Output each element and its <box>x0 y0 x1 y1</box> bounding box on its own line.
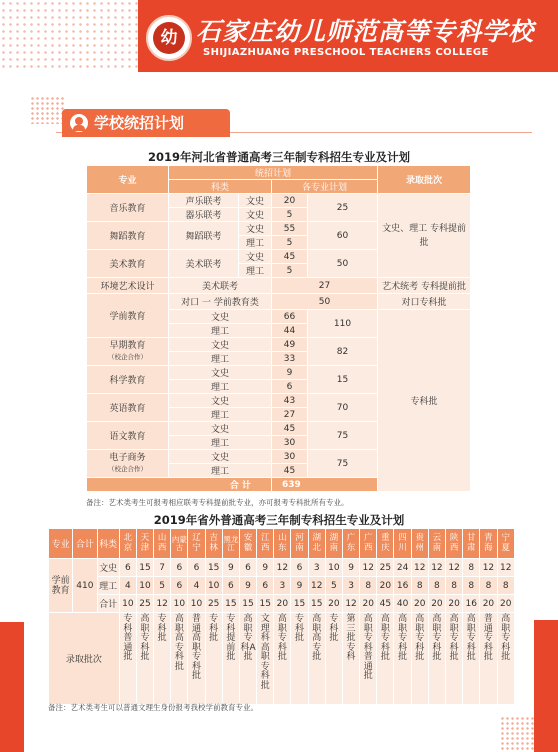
decor-bar-left <box>0 622 24 752</box>
plan-count: 10 <box>325 559 342 577</box>
province-header: 甘肃 <box>463 529 480 559</box>
track-label: 理工 <box>169 324 272 338</box>
plan-count: 6 <box>171 577 188 595</box>
plan-count: 6 <box>239 559 256 577</box>
province-header: 湖北 <box>308 529 325 559</box>
plan-count: 20 <box>360 595 377 613</box>
exam-name: 舞蹈联考 <box>169 222 239 250</box>
plan-count: 15 <box>239 595 256 613</box>
track-label: 文史 <box>169 338 272 352</box>
batch-text: 高职专科批 <box>411 613 428 705</box>
batch-text: 高职专科A批 <box>239 613 256 705</box>
total-value: 639 <box>272 478 378 492</box>
plan-count: 12 <box>154 595 171 613</box>
person-icon <box>70 114 88 132</box>
province-header: 湖南 <box>325 529 342 559</box>
college-name-en: SHIJIAZHUANG PRESCHOOL TEACHERS COLLEGE <box>203 47 489 58</box>
plan-count: 44 <box>272 324 308 338</box>
province-header: 吉林 <box>205 529 222 559</box>
major-total: 110 <box>308 310 378 338</box>
plan-count: 24 <box>394 559 411 577</box>
major-preschool: 学前教育 <box>49 559 73 613</box>
province-header: 辽宁 <box>188 529 205 559</box>
plan-count: 10 <box>205 577 222 595</box>
province-header: 河南 <box>291 529 308 559</box>
exam-name: 声乐联考 <box>169 194 239 208</box>
major-ecommerce <box>87 450 169 478</box>
track-label: 文史 <box>169 422 272 436</box>
header-category: 科类 <box>97 529 119 559</box>
track-label: 理工 <box>169 352 272 366</box>
major-note: （校企合作） <box>108 352 147 361</box>
major-chinese: 语文教育 <box>87 422 169 450</box>
major-total: 75 <box>308 422 378 450</box>
major-english: 英语教育 <box>87 394 169 422</box>
plan-count: 9 <box>272 366 308 380</box>
track-label: 理工 <box>169 380 272 394</box>
plan-count: 12 <box>480 559 497 577</box>
plan-count: 10 <box>136 577 153 595</box>
batch-text: 高职专科批 <box>377 613 394 705</box>
major-total: 50 <box>272 294 378 310</box>
batch-text: 高职高专批 <box>308 613 325 705</box>
table2-title: 2019年省外普通高考三年制专科招生专业及计划 <box>153 513 405 527</box>
plan-count: 8 <box>360 577 377 595</box>
plan-count: 6 <box>119 559 136 577</box>
plan-count: 8 <box>411 577 428 595</box>
major-name: 早期教育 <box>109 340 146 351</box>
plan-count: 12 <box>497 559 514 577</box>
plan-count: 9 <box>291 577 308 595</box>
plan-count: 15 <box>291 595 308 613</box>
plan-count: 8 <box>463 559 480 577</box>
duikou-label: 对口 一 学前教育类 <box>169 294 272 310</box>
plan-count: 20 <box>446 595 463 613</box>
header-total: 合计 <box>73 529 97 559</box>
track-label: 文史 <box>239 208 272 222</box>
province-header: 安徽 <box>239 529 256 559</box>
plan-count: 12 <box>274 559 291 577</box>
plan-count: 15 <box>205 559 222 577</box>
plan-count: 6 <box>171 559 188 577</box>
plan-count: 49 <box>272 338 308 352</box>
section-title: 学校统招计划 <box>94 114 185 132</box>
plan-count: 8 <box>428 577 445 595</box>
plan-count: 9 <box>239 577 256 595</box>
major-total: 75 <box>308 450 378 478</box>
plan-count: 12 <box>411 559 428 577</box>
batch-text: 文理科高职专科批 <box>257 613 274 705</box>
batch-text: 专科提前批 <box>222 613 239 705</box>
batch-duikou: 对口专科批 <box>378 294 471 310</box>
plan-count: 3 <box>308 559 325 577</box>
track-label: 文史 <box>169 394 272 408</box>
batch-text: 高职专科批 <box>428 613 445 705</box>
plan-count: 25 <box>205 595 222 613</box>
plan-count: 20 <box>497 595 514 613</box>
exam-name: 美术联考 <box>169 250 239 278</box>
track-label: 理工 <box>169 408 272 422</box>
province-header: 云南 <box>428 529 445 559</box>
plan-count: 20 <box>428 595 445 613</box>
section-dot-pattern <box>30 96 64 124</box>
table2-body <box>49 529 515 705</box>
plan-count: 5 <box>325 577 342 595</box>
plan-count: 20 <box>272 194 308 208</box>
batch-text: 专科普通批 <box>119 613 136 705</box>
plan-count: 12 <box>308 577 325 595</box>
batch-text: 专科批 <box>154 613 171 705</box>
plan-count: 12 <box>428 559 445 577</box>
track-label: 理工 <box>239 264 272 278</box>
plan-count: 12 <box>446 559 463 577</box>
province-header: 黑龙江 <box>222 529 239 559</box>
province-header: 青海 <box>480 529 497 559</box>
header-category: 科类 <box>169 180 272 194</box>
major-total: 60 <box>308 222 378 250</box>
plan-count: 15 <box>136 559 153 577</box>
exam-name: 美术联考 <box>169 278 272 294</box>
batch-label: 录取批次 <box>49 613 120 705</box>
batch-text: 高职专科批 <box>394 613 411 705</box>
track-label: 文史 <box>239 194 272 208</box>
decor-bar-right <box>534 620 558 752</box>
batch-text: 高职专科批 <box>446 613 463 705</box>
header-plan: 统招计划 <box>169 166 378 180</box>
plan-count: 3 <box>274 577 291 595</box>
major-total: 70 <box>308 394 378 422</box>
major-total: 15 <box>308 366 378 394</box>
batch-art-unified: 艺术统考 专科提前批 <box>378 278 471 294</box>
plan-count: 16 <box>463 595 480 613</box>
plan-count: 20 <box>274 595 291 613</box>
track-label: 文史 <box>239 250 272 264</box>
plan-count: 6 <box>257 577 274 595</box>
plan-count: 66 <box>272 310 308 324</box>
batch-text: 专科批 <box>325 613 342 705</box>
batch-text: 高职专科批 <box>463 613 480 705</box>
plan-count: 9 <box>342 559 359 577</box>
province-header: 天津 <box>136 529 153 559</box>
header-per-major: 各专业计划 <box>272 180 378 194</box>
plan-count: 12 <box>342 595 359 613</box>
header-batch: 录取批次 <box>378 166 471 194</box>
plan-count: 45 <box>272 464 308 478</box>
track-label: 理工 <box>169 436 272 450</box>
major-preschool: 学前教育 <box>87 294 169 338</box>
major-dance: 舞蹈教育 <box>87 222 169 250</box>
plan-count: 12 <box>360 559 377 577</box>
header-major: 专业 <box>87 166 169 194</box>
total-count: 410 <box>73 559 97 613</box>
province-header: 山东 <box>274 529 291 559</box>
batch-text: 高职专科普通批 <box>360 613 377 705</box>
plan-count: 33 <box>272 352 308 366</box>
batch-text: 高职专科批 <box>497 613 514 705</box>
major-env-design: 环境艺术设计 <box>87 278 169 294</box>
track-label: 文史 <box>169 310 272 324</box>
hebei-plan-table <box>86 165 471 492</box>
plan-count: 15 <box>308 595 325 613</box>
decor-dots-right <box>500 716 536 752</box>
plan-count: 15 <box>257 595 274 613</box>
plan-count: 6 <box>291 559 308 577</box>
track-label: 理工 <box>169 464 272 478</box>
plan-count: 8 <box>446 577 463 595</box>
track-label: 文史 <box>239 222 272 236</box>
batch-regular: 专科批 <box>378 310 471 492</box>
plan-count: 20 <box>480 595 497 613</box>
out-of-province-plan-table <box>48 528 515 705</box>
plan-count: 43 <box>272 394 308 408</box>
major-science: 科学教育 <box>87 366 169 394</box>
province-header: 宁夏 <box>497 529 514 559</box>
plan-count: 25 <box>136 595 153 613</box>
track-label: 理工 <box>239 236 272 250</box>
track-label: 文史 <box>169 366 272 380</box>
province-header: 陕西 <box>446 529 463 559</box>
plan-count: 8 <box>480 577 497 595</box>
plan-count: 5 <box>154 577 171 595</box>
plan-count: 27 <box>272 408 308 422</box>
major-total: 27 <box>272 278 378 294</box>
batch-text: 普通高职专科批 <box>188 613 205 705</box>
plan-count: 10 <box>188 595 205 613</box>
major-total: 82 <box>308 338 378 366</box>
plan-count: 20 <box>325 595 342 613</box>
plan-count: 10 <box>171 595 188 613</box>
total-label: 合 计 <box>87 478 272 492</box>
major-early-edu <box>87 338 169 366</box>
track-label: 理工 <box>97 577 119 595</box>
plan-count: 8 <box>463 577 480 595</box>
province-header: 广东 <box>342 529 359 559</box>
batch-art: 文史、理工 专科提前批 <box>378 194 471 278</box>
major-music: 音乐教育 <box>87 194 169 222</box>
plan-count: 45 <box>272 422 308 436</box>
batch-text: 专科批 <box>291 613 308 705</box>
province-header: 山西 <box>154 529 171 559</box>
province-header: 江西 <box>257 529 274 559</box>
plan-count: 6 <box>222 577 239 595</box>
header-major: 专业 <box>49 529 73 559</box>
province-header: 贵州 <box>411 529 428 559</box>
exam-name: 器乐联考 <box>169 208 239 222</box>
table2-note: 备注：艺术类考生可以普通文理生身份报考我校学前教育专业。 <box>48 703 258 712</box>
plan-count: 3 <box>342 577 359 595</box>
plan-count: 4 <box>188 577 205 595</box>
province-header: 广西 <box>360 529 377 559</box>
plan-count: 10 <box>119 595 136 613</box>
plan-count: 20 <box>377 577 394 595</box>
plan-count: 20 <box>411 595 428 613</box>
major-total: 50 <box>308 250 378 278</box>
batch-text: 高职专科批 <box>274 613 291 705</box>
plan-count: 5 <box>272 264 308 278</box>
batch-text: 高职专科批 <box>136 613 153 705</box>
province-header: 北京 <box>119 529 136 559</box>
plan-count: 45 <box>272 250 308 264</box>
college-logo <box>146 15 192 61</box>
plan-count: 55 <box>272 222 308 236</box>
plan-count: 25 <box>377 559 394 577</box>
plan-count: 30 <box>272 436 308 450</box>
major-name: 电子商务 <box>109 452 146 463</box>
batch-text: 专科批 <box>205 613 222 705</box>
college-name-cn: 石家庄幼儿师范高等专科学校 <box>196 17 535 46</box>
major-note: （校企合作） <box>108 464 147 473</box>
table1-title: 2019年河北省普通高考三年制专科招生专业及计划 <box>147 150 410 164</box>
table1-note: 备注：艺术类考生可报考相应联考专科提前批专业，亦可报考专科批所有专业。 <box>86 498 349 507</box>
track-label: 文史 <box>97 559 119 577</box>
major-art: 美术教育 <box>87 250 169 278</box>
major-total: 25 <box>308 194 378 222</box>
plan-count: 45 <box>377 595 394 613</box>
plan-count: 40 <box>394 595 411 613</box>
plan-count: 6 <box>188 559 205 577</box>
batch-text: 第三批专科 <box>342 613 359 705</box>
plan-count: 6 <box>272 380 308 394</box>
province-header: 内蒙古 <box>171 529 188 559</box>
plan-count: 5 <box>272 236 308 250</box>
plan-count: 9 <box>222 559 239 577</box>
plan-count: 7 <box>154 559 171 577</box>
track-label: 文史 <box>169 450 272 464</box>
logo-mark: 幼 <box>153 22 185 54</box>
plan-count: 4 <box>119 577 136 595</box>
plan-count: 8 <box>497 577 514 595</box>
province-header: 重庆 <box>377 529 394 559</box>
batch-text: 普通专科批 <box>480 613 497 705</box>
plan-count: 5 <box>272 208 308 222</box>
plan-count: 15 <box>222 595 239 613</box>
header-dot-pattern <box>0 0 138 72</box>
batch-text: 高职高专科批 <box>171 613 188 705</box>
plan-count: 16 <box>394 577 411 595</box>
plan-count: 30 <box>272 450 308 464</box>
plan-count: 9 <box>257 559 274 577</box>
province-header: 四川 <box>394 529 411 559</box>
track-label: 合计 <box>97 595 119 613</box>
